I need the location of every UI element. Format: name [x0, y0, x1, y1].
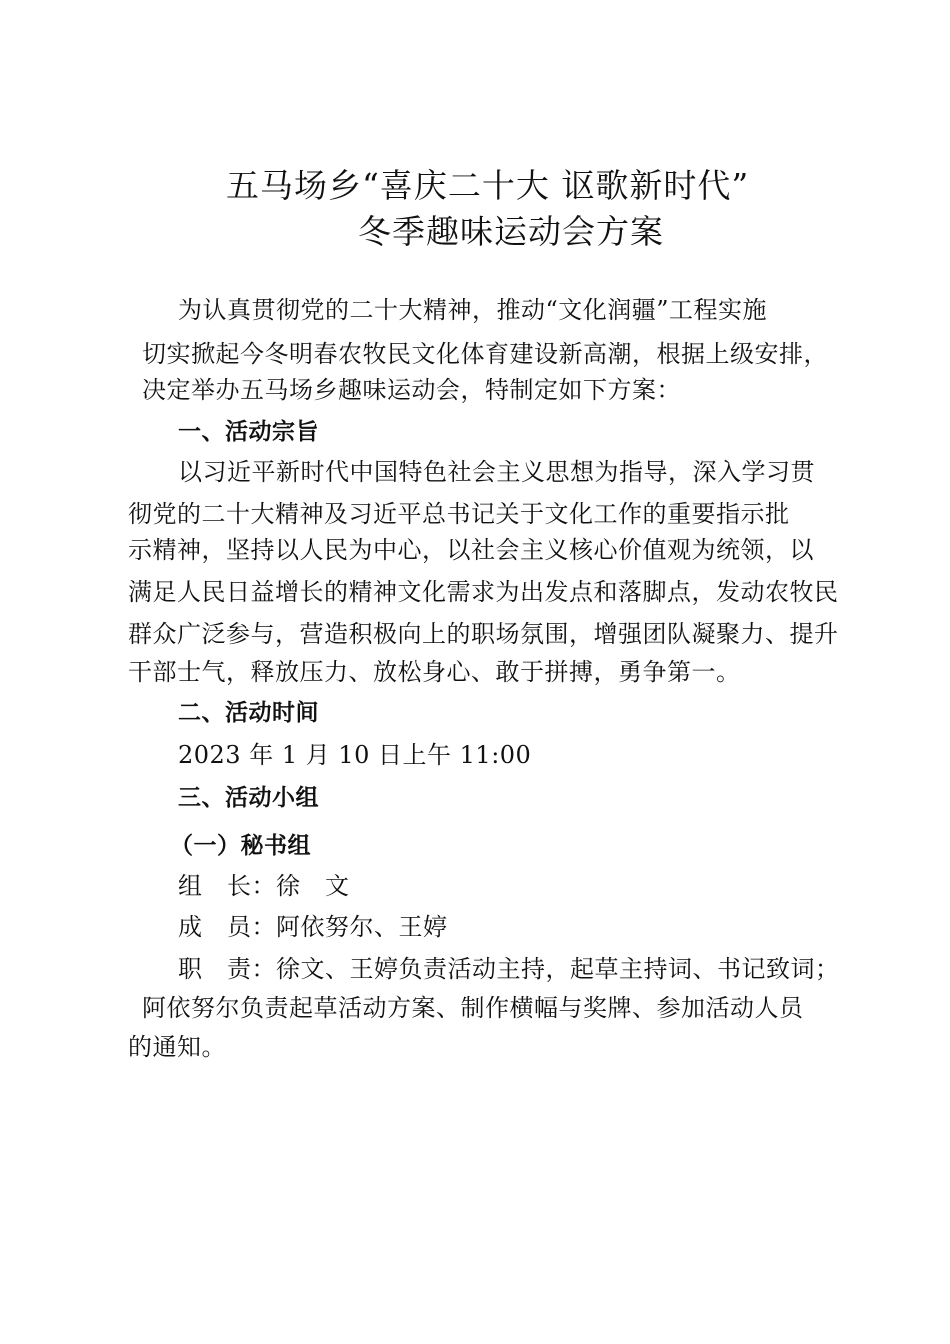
intro-line-3: 决定举办五马场乡趣味运动会，特制定如下方案：: [142, 376, 681, 404]
intro-line-1: 为认真贯彻党的二十大精神，推动“文化润疆”工程实施: [178, 296, 768, 324]
section-1-line-4: 满足人民日益增长的精神文化需求为出发点和落脚点，发动农牧民: [128, 578, 839, 606]
section-2-heading: 二、活动时间: [178, 700, 319, 726]
section-1-heading: 一、活动宗旨: [178, 419, 319, 445]
section-1-line-6: 干部士气，释放压力、放松身心、敢于拼搏，勇争第一。: [128, 658, 741, 686]
section-1-line-5: 群众广泛参与，营造积极向上的职场氛围，增强团队凝聚力、提升: [128, 620, 839, 648]
group-1-duties-line-2: 阿依努尔负责起草活动方案、制作横幅与奖牌、参加活动人员: [142, 994, 804, 1022]
group-1-heading: （一）秘书组: [170, 833, 311, 859]
group-1-duties-line-1: 职 责：徐文、王婷负责活动主持，起草主持词、书记致词；: [178, 955, 840, 983]
intro-line-2: 切实掀起今冬明春农牧民文化体育建设新高潮，根据上级安排，: [142, 340, 828, 368]
section-3-heading: 三、活动小组: [178, 785, 319, 811]
group-1-members: 成 员：阿依努尔、王婷: [178, 913, 448, 941]
section-1-line-3: 示精神，坚持以人民为中心，以社会主义核心价值观为统领，以: [128, 536, 814, 564]
section-2-body: 2023 年 1 月 10 日上午 11:00: [178, 741, 532, 769]
section-1-line-2: 彻党的二十大精神及习近平总书记关于文化工作的重要指示批: [128, 500, 790, 528]
group-1-duties-line-3: 的通知。: [128, 1033, 226, 1061]
title-line-1: 五马场乡“喜庆二十大 讴歌新时代”: [226, 166, 750, 205]
title-line-2: 冬季趣味运动会方案: [358, 212, 664, 251]
group-1-leader: 组 长：徐 文: [178, 872, 350, 900]
section-1-line-1: 以习近平新时代中国特色社会主义思想为指导，深入学习贯: [178, 458, 815, 486]
